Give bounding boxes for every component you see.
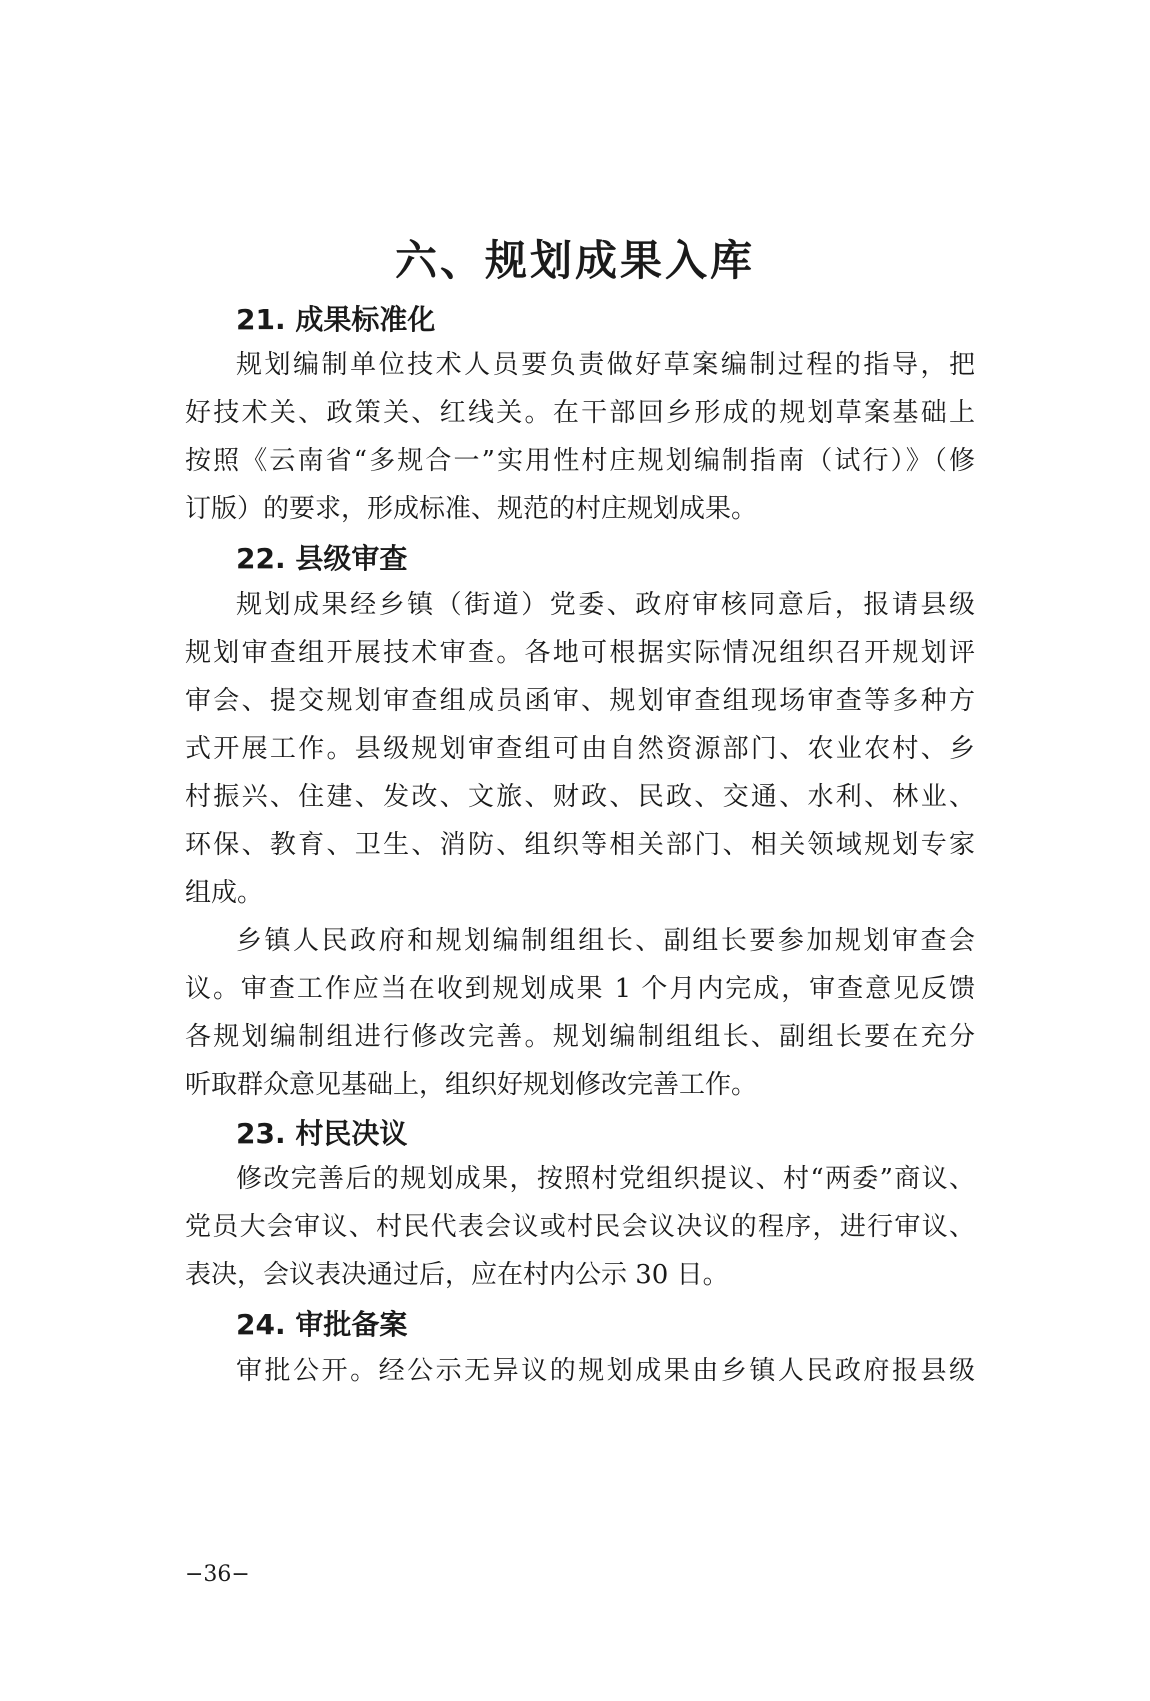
paragraph-line: 好技术关、政策关、红线关。在干部回乡形成的规划草案基础上 [185,398,975,428]
page-title: 六、规划成果入库 [394,236,755,285]
paragraph-line: 议。审查工作应当在收到规划成果 1 个月内完成，审查意见反馈 [185,974,975,1004]
paragraph-line: 规划审查组开展技术审查。各地可根据实际情况组织召开规划评 [185,638,975,668]
paragraph-line: 订版）的要求，形成标准、规范的村庄规划成果。 [185,494,758,524]
paragraph-line: 规划编制单位技术人员要负责做好草案编制过程的指导，把 [236,350,975,380]
paragraph-line: 式开展工作。县级规划审查组可由自然资源部门、农业农村、乡 [185,734,975,764]
paragraph-line: 按照《云南省“多规合一”实用性村庄规划编制指南（试行）》（修 [185,446,975,476]
section-heading: 21. 成果标准化 [236,303,436,336]
page-number: −36− [185,1562,250,1587]
paragraph-line: 环保、教育、卫生、消防、组织等相关部门、相关领域规划专家 [185,830,975,860]
paragraph-line: 审批公开。经公示无异议的规划成果由乡镇人民政府报县级 [236,1356,975,1386]
paragraph-line: 表决，会议表决通过后，应在村内公示 30 日。 [185,1260,729,1290]
section-heading: 23. 村民决议 [236,1117,408,1150]
paragraph-line: 各规划编制组进行修改完善。规划编制组组长、副组长要在充分 [185,1022,975,1052]
section-heading: 24. 审批备案 [236,1308,408,1341]
paragraph-line: 听取群众意见基础上，组织好规划修改完善工作。 [185,1070,758,1100]
paragraph-line: 组成。 [185,878,264,908]
paragraph-line: 村振兴、住建、发改、文旅、财政、民政、交通、水利、林业、 [185,782,975,812]
paragraph-line: 审会、提交规划审查组成员函审、规划审查组现场审查等多种方 [185,686,975,716]
paragraph-line: 规划成果经乡镇（街道）党委、政府审核同意后，报请县级 [236,590,975,620]
paragraph-line: 修改完善后的规划成果，按照村党组织提议、村“两委”商议、 [236,1164,975,1194]
section-heading: 22. 县级审查 [236,542,408,575]
paragraph-line: 乡镇人民政府和规划编制组组长、副组长要参加规划审查会 [236,926,975,956]
paragraph-line: 党员大会审议、村民代表会议或村民会议决议的程序，进行审议、 [185,1212,975,1242]
